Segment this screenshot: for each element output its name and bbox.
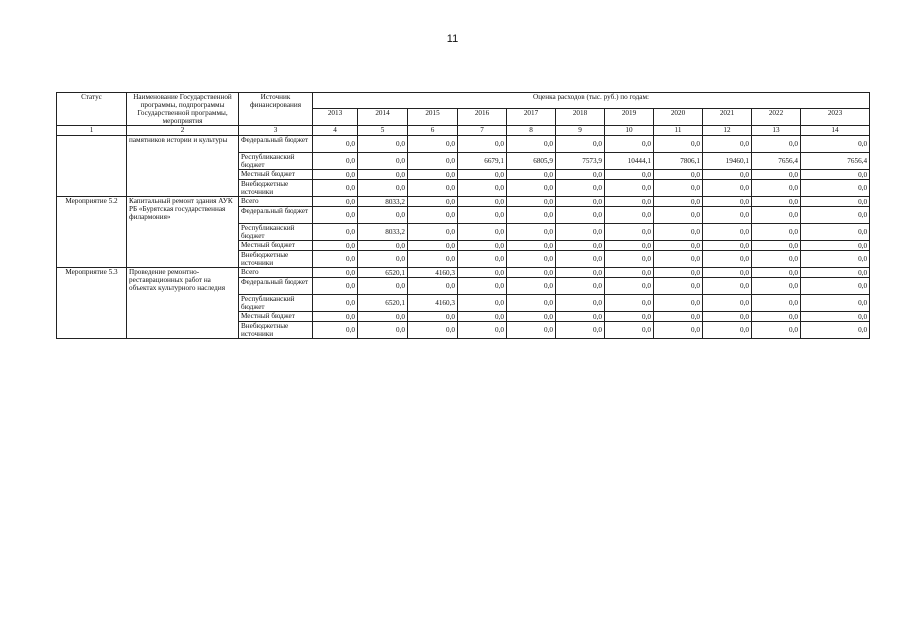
funding-source-cell: Федеральный бюджет <box>239 207 313 224</box>
value-cell: 0,0 <box>408 136 458 153</box>
value-cell: 19460,1 <box>703 153 752 170</box>
value-cell: 0,0 <box>408 224 458 241</box>
value-cell: 0,0 <box>752 197 801 207</box>
value-cell: 0,0 <box>313 180 358 197</box>
value-cell: 0,0 <box>605 207 654 224</box>
value-cell: 0,0 <box>605 251 654 268</box>
value-cell: 0,0 <box>654 197 703 207</box>
year-header-cell: 2023 <box>801 108 870 125</box>
value-cell: 0,0 <box>654 136 703 153</box>
value-cell: 0,0 <box>654 241 703 251</box>
year-header-cell: 2021 <box>703 108 752 125</box>
value-cell: 0,0 <box>408 278 458 295</box>
value-cell: 0,0 <box>458 295 507 312</box>
value-cell: 0,0 <box>458 224 507 241</box>
value-cell: 0,0 <box>752 251 801 268</box>
value-cell: 0,0 <box>801 197 870 207</box>
value-cell: 0,0 <box>408 170 458 180</box>
header-name: Наименование Государственной программы, подпрограммы Государственной программы, мероприятия <box>127 93 239 126</box>
value-cell: 0,0 <box>556 180 605 197</box>
value-cell: 0,0 <box>752 136 801 153</box>
value-cell: 4160,3 <box>408 268 458 278</box>
column-index-cell: 5 <box>358 126 408 136</box>
value-cell: 0,0 <box>654 278 703 295</box>
value-cell: 0,0 <box>703 197 752 207</box>
value-cell: 0,0 <box>556 322 605 339</box>
year-header-cell: 2022 <box>752 108 801 125</box>
value-cell: 8033,2 <box>358 224 408 241</box>
value-cell: 7656,4 <box>801 153 870 170</box>
column-index-cell: 8 <box>507 126 556 136</box>
value-cell: 0,0 <box>556 136 605 153</box>
value-cell: 0,0 <box>507 295 556 312</box>
value-cell: 0,0 <box>313 278 358 295</box>
value-cell: 0,0 <box>358 251 408 268</box>
column-index-cell: 4 <box>313 126 358 136</box>
value-cell: 0,0 <box>801 251 870 268</box>
program-name-cell: Проведение ремонтно-реставрационных работ на объектах культурного наследия <box>127 268 239 339</box>
value-cell: 0,0 <box>703 241 752 251</box>
value-cell: 0,0 <box>358 322 408 339</box>
value-cell: 0,0 <box>801 278 870 295</box>
value-cell: 0,0 <box>605 295 654 312</box>
funding-source-cell: Местный бюджет <box>239 241 313 251</box>
value-cell: 0,0 <box>801 268 870 278</box>
value-cell: 6679,1 <box>458 153 507 170</box>
value-cell: 0,0 <box>654 268 703 278</box>
column-index-cell: 11 <box>654 126 703 136</box>
year-header-cell: 2020 <box>654 108 703 125</box>
funding-source-cell: Федеральный бюджет <box>239 136 313 153</box>
value-cell: 0,0 <box>556 295 605 312</box>
value-cell: 0,0 <box>605 136 654 153</box>
value-cell: 0,0 <box>358 241 408 251</box>
value-cell: 0,0 <box>752 207 801 224</box>
value-cell: 0,0 <box>703 170 752 180</box>
funding-source-cell: Республиканский бюджет <box>239 153 313 170</box>
value-cell: 0,0 <box>605 268 654 278</box>
column-index-cell: 13 <box>752 126 801 136</box>
value-cell: 0,0 <box>556 278 605 295</box>
value-cell: 0,0 <box>556 251 605 268</box>
table-row <box>57 136 870 153</box>
value-cell: 0,0 <box>654 312 703 322</box>
value-cell: 0,0 <box>605 180 654 197</box>
value-cell: 8033,2 <box>358 197 408 207</box>
value-cell: 0,0 <box>703 295 752 312</box>
value-cell: 0,0 <box>507 180 556 197</box>
value-cell: 0,0 <box>507 136 556 153</box>
value-cell: 0,0 <box>313 224 358 241</box>
value-cell: 0,0 <box>458 136 507 153</box>
value-cell: 0,0 <box>458 322 507 339</box>
table-row <box>57 197 870 207</box>
value-cell: 0,0 <box>358 207 408 224</box>
value-cell: 0,0 <box>458 268 507 278</box>
value-cell: 7806,1 <box>654 153 703 170</box>
value-cell: 0,0 <box>605 241 654 251</box>
value-cell: 0,0 <box>752 241 801 251</box>
value-cell: 0,0 <box>556 312 605 322</box>
value-cell: 0,0 <box>313 312 358 322</box>
value-cell: 0,0 <box>654 322 703 339</box>
value-cell: 0,0 <box>801 136 870 153</box>
value-cell: 0,0 <box>605 322 654 339</box>
column-index-cell: 7 <box>458 126 507 136</box>
value-cell: 0,0 <box>703 224 752 241</box>
value-cell: 0,0 <box>458 170 507 180</box>
value-cell: 0,0 <box>556 170 605 180</box>
status-cell <box>57 136 127 197</box>
value-cell: 0,0 <box>605 170 654 180</box>
value-cell: 0,0 <box>313 268 358 278</box>
value-cell: 0,0 <box>507 197 556 207</box>
value-cell: 0,0 <box>556 241 605 251</box>
value-cell: 0,0 <box>703 207 752 224</box>
value-cell: 0,0 <box>605 278 654 295</box>
value-cell: 0,0 <box>654 207 703 224</box>
value-cell: 0,0 <box>408 207 458 224</box>
value-cell: 7573,9 <box>556 153 605 170</box>
year-header-cell: 2017 <box>507 108 556 125</box>
column-index-cell: 3 <box>239 126 313 136</box>
value-cell: 0,0 <box>703 322 752 339</box>
value-cell: 0,0 <box>358 136 408 153</box>
value-cell: 0,0 <box>408 153 458 170</box>
funding-source-cell: Республиканский бюджет <box>239 224 313 241</box>
funding-source-cell: Республиканский бюджет <box>239 295 313 312</box>
value-cell: 0,0 <box>703 136 752 153</box>
funding-source-cell: Местный бюджет <box>239 170 313 180</box>
value-cell: 0,0 <box>801 207 870 224</box>
value-cell: 0,0 <box>507 224 556 241</box>
value-cell: 0,0 <box>313 241 358 251</box>
year-header-cell: 2015 <box>408 108 458 125</box>
value-cell: 0,0 <box>313 322 358 339</box>
value-cell: 0,0 <box>605 197 654 207</box>
value-cell: 0,0 <box>752 295 801 312</box>
value-cell: 0,0 <box>313 207 358 224</box>
value-cell: 0,0 <box>507 170 556 180</box>
value-cell: 0,0 <box>801 224 870 241</box>
column-index-cell: 2 <box>127 126 239 136</box>
value-cell: 0,0 <box>408 180 458 197</box>
value-cell: 0,0 <box>752 170 801 180</box>
value-cell: 0,0 <box>801 312 870 322</box>
value-cell: 0,0 <box>752 322 801 339</box>
funding-source-cell: Всего <box>239 197 313 207</box>
header-source: Источник финансирования <box>239 93 313 126</box>
table-row <box>57 268 870 278</box>
program-name-cell: памятников истории и культуры <box>127 136 239 197</box>
funding-source-cell: Внебюджетные источники <box>239 180 313 197</box>
value-cell: 0,0 <box>507 207 556 224</box>
year-header-cell: 2019 <box>605 108 654 125</box>
column-index-cell: 1 <box>57 126 127 136</box>
value-cell: 0,0 <box>801 170 870 180</box>
value-cell: 0,0 <box>507 278 556 295</box>
value-cell: 0,0 <box>556 197 605 207</box>
value-cell: 0,0 <box>703 251 752 268</box>
value-cell: 0,0 <box>654 251 703 268</box>
value-cell: 0,0 <box>313 251 358 268</box>
value-cell: 4160,3 <box>408 295 458 312</box>
value-cell: 0,0 <box>605 224 654 241</box>
value-cell: 0,0 <box>801 295 870 312</box>
value-cell: 0,0 <box>458 241 507 251</box>
value-cell: 0,0 <box>752 180 801 197</box>
value-cell: 0,0 <box>358 278 408 295</box>
value-cell: 6520,1 <box>358 268 408 278</box>
value-cell: 0,0 <box>605 312 654 322</box>
value-cell: 0,0 <box>408 251 458 268</box>
table-body <box>57 136 870 339</box>
value-cell: 0,0 <box>507 312 556 322</box>
value-cell: 0,0 <box>458 278 507 295</box>
funding-source-cell: Всего <box>239 268 313 278</box>
value-cell: 0,0 <box>507 322 556 339</box>
value-cell: 0,0 <box>408 197 458 207</box>
program-name-cell: Капитальный ремонт здания АУК РБ «Бурятская государственная филармония» <box>127 197 239 268</box>
value-cell: 10444,1 <box>605 153 654 170</box>
value-cell: 0,0 <box>654 224 703 241</box>
column-index-cell: 14 <box>801 126 870 136</box>
table-header <box>57 93 870 136</box>
year-header-cell: 2013 <box>313 108 358 125</box>
value-cell: 7656,4 <box>752 153 801 170</box>
value-cell: 0,0 <box>801 180 870 197</box>
value-cell: 0,0 <box>458 312 507 322</box>
column-index-cell: 12 <box>703 126 752 136</box>
value-cell: 0,0 <box>313 295 358 312</box>
value-cell: 0,0 <box>358 170 408 180</box>
value-cell: 0,0 <box>703 278 752 295</box>
value-cell: 0,0 <box>358 180 408 197</box>
value-cell: 0,0 <box>507 251 556 268</box>
value-cell: 0,0 <box>458 197 507 207</box>
value-cell: 0,0 <box>801 241 870 251</box>
column-index-cell: 6 <box>408 126 458 136</box>
value-cell: 0,0 <box>408 312 458 322</box>
year-header-cell: 2018 <box>556 108 605 125</box>
column-index-cell: 10 <box>605 126 654 136</box>
value-cell: 0,0 <box>703 180 752 197</box>
value-cell: 0,0 <box>654 295 703 312</box>
value-cell: 0,0 <box>801 322 870 339</box>
funding-source-cell: Внебюджетные источники <box>239 251 313 268</box>
funding-source-cell: Внебюджетные источники <box>239 322 313 339</box>
value-cell: 0,0 <box>556 224 605 241</box>
status-cell: Мероприятие 5.3 <box>57 268 127 339</box>
value-cell: 0,0 <box>654 170 703 180</box>
funding-source-cell: Местный бюджет <box>239 312 313 322</box>
value-cell: 0,0 <box>408 241 458 251</box>
value-cell: 0,0 <box>313 136 358 153</box>
value-cell: 0,0 <box>703 268 752 278</box>
value-cell: 0,0 <box>408 322 458 339</box>
value-cell: 0,0 <box>556 268 605 278</box>
funding-source-cell: Федеральный бюджет <box>239 278 313 295</box>
value-cell: 0,0 <box>703 312 752 322</box>
value-cell: 0,0 <box>313 197 358 207</box>
value-cell: 0,0 <box>358 153 408 170</box>
year-header-cell: 2014 <box>358 108 408 125</box>
status-cell: Мероприятие 5.2 <box>57 197 127 268</box>
column-index-cell: 9 <box>556 126 605 136</box>
header-costs: Оценка расходов (тыс. руб.) по годам: <box>313 93 870 109</box>
value-cell: 6520,1 <box>358 295 408 312</box>
value-cell: 0,0 <box>752 268 801 278</box>
value-cell: 0,0 <box>313 153 358 170</box>
value-cell: 0,0 <box>752 278 801 295</box>
header-status: Статус <box>57 93 127 126</box>
value-cell: 0,0 <box>507 241 556 251</box>
value-cell: 0,0 <box>752 312 801 322</box>
value-cell: 0,0 <box>752 224 801 241</box>
year-header-cell: 2016 <box>458 108 507 125</box>
value-cell: 0,0 <box>458 207 507 224</box>
value-cell: 0,0 <box>556 207 605 224</box>
budget-table <box>56 92 870 339</box>
value-cell: 0,0 <box>507 268 556 278</box>
value-cell: 0,0 <box>458 251 507 268</box>
value-cell: 0,0 <box>654 180 703 197</box>
column-index-row <box>57 126 870 136</box>
value-cell: 6805,9 <box>507 153 556 170</box>
value-cell: 0,0 <box>313 170 358 180</box>
value-cell: 0,0 <box>458 180 507 197</box>
value-cell: 0,0 <box>358 312 408 322</box>
page-number: 11 <box>446 33 459 45</box>
